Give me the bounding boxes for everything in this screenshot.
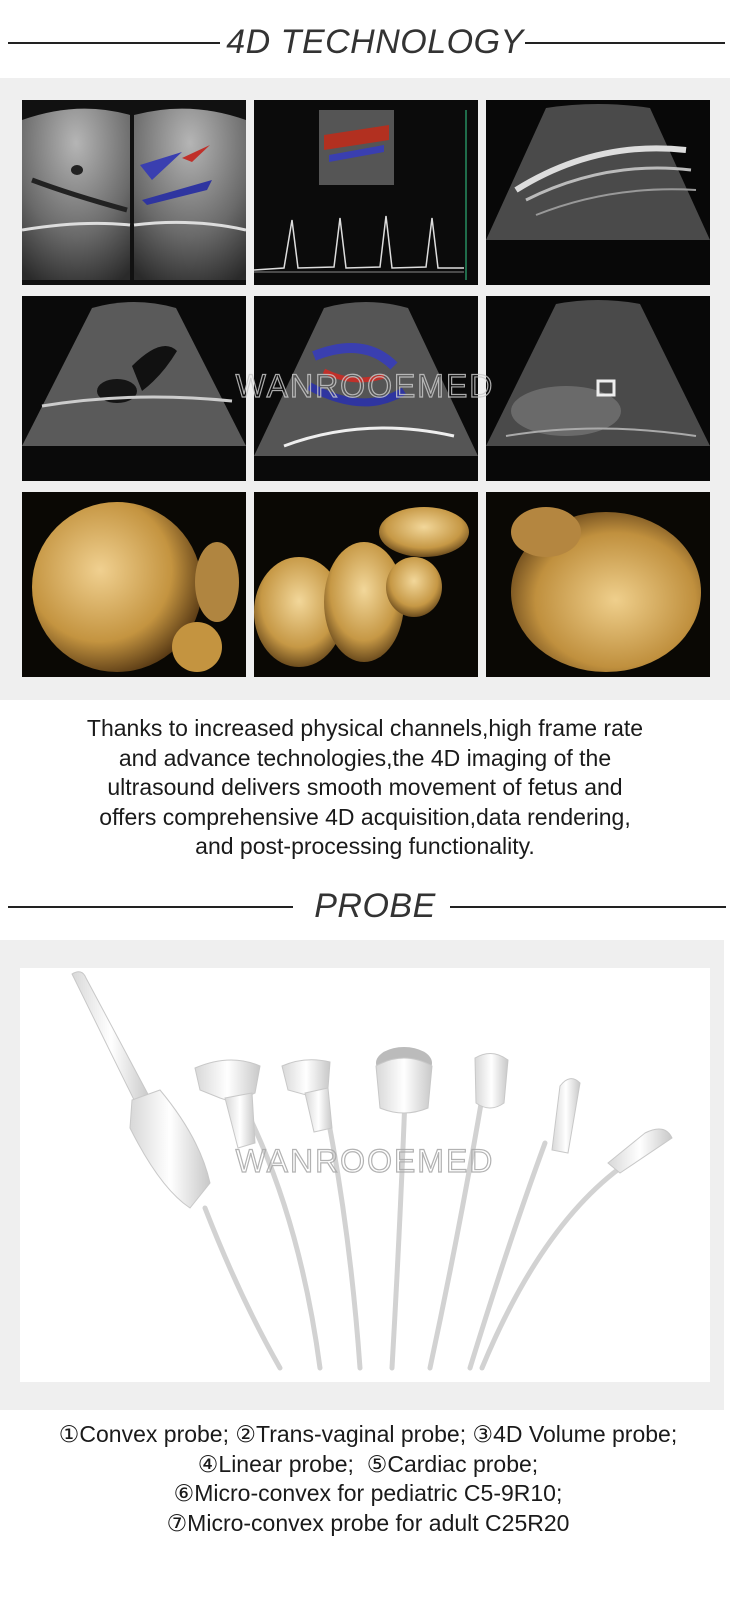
section-title: 4D TECHNOLOGY <box>226 23 524 61</box>
ultrasound-gallery <box>0 78 730 700</box>
section-heading-probe <box>0 876 750 936</box>
probe-illustration <box>20 968 710 1382</box>
description-line: offers comprehensive 4D acquisition,data rendering, <box>99 803 631 830</box>
tissue-bmode-image <box>486 100 710 285</box>
probe-captions <box>0 1420 736 1538</box>
color-doppler-kidney-image <box>254 296 478 481</box>
description-line: ultrasound delivers smooth movement of fetus and <box>107 774 623 800</box>
description-line: Thanks to increased physical channels,high frame rate <box>86 715 644 741</box>
caption-line: ⑦Micro-convex probe for adult C25R20 <box>166 1509 570 1536</box>
transvaginal-probe-icon <box>72 972 210 1208</box>
fetal-4d-face-image <box>22 492 246 677</box>
fetal-4d-limbs-image <box>254 492 478 677</box>
caption-line: ①Convex probe; ②Trans-vaginal probe; ③4D Volume probe; <box>58 1421 678 1447</box>
description-line: and advance technologies,the 4D imaging of the <box>118 744 612 771</box>
section-heading-4d <box>0 12 750 72</box>
caption-line: ④Linear probe; ⑤Cardiac probe; <box>197 1450 539 1477</box>
doppler-liver-image <box>22 100 246 285</box>
spectral-doppler-image <box>254 100 478 285</box>
caption-line: ⑥Micro-convex for pediatric C5-9R10; <box>173 1480 563 1506</box>
watermark: WANROOEMED <box>235 1143 495 1179</box>
probe-panel <box>0 940 724 1410</box>
fetal-2d-image <box>486 296 710 481</box>
description-paragraph <box>20 714 710 862</box>
fetal-4d-profile-image <box>486 492 710 677</box>
abdominal-bmode-image <box>22 296 246 481</box>
description-line: and post-processing functionality. <box>195 833 535 859</box>
section-title: PROBE <box>314 887 436 925</box>
